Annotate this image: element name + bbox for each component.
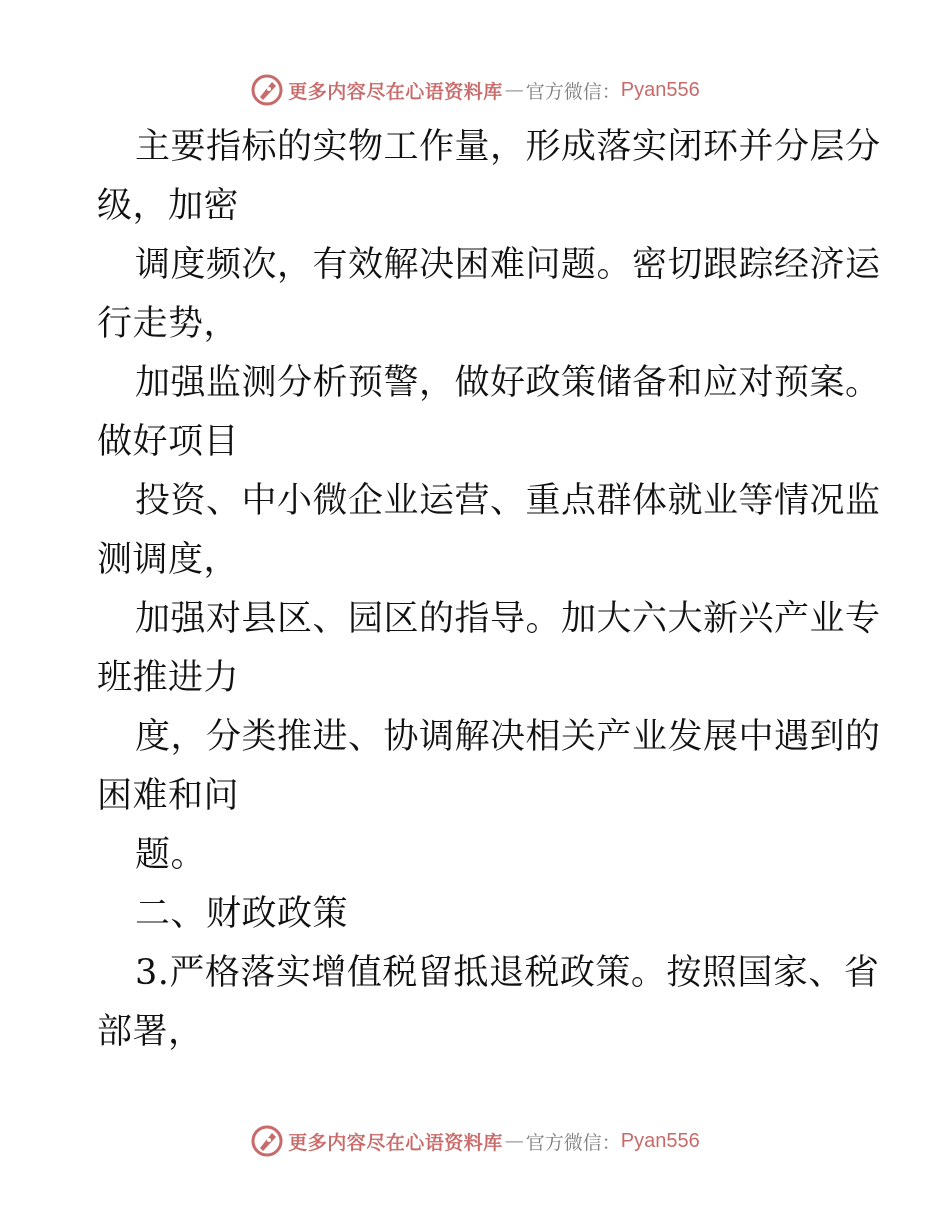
text-line: 加强监测分析预警，做好政策储备和应对预案。: [135, 363, 881, 403]
watermark-wechat-id: Pyan556: [620, 78, 700, 101]
watermark-site-text: 更多内容尽在心语资料库: [288, 80, 503, 103]
text-line: 度，分类推进、协调解决相关产业发展中遇到的: [135, 717, 881, 757]
pen-nib-logo-icon: [250, 73, 284, 107]
text-line: 做好项目: [97, 422, 240, 462]
watermark-dash: —: [504, 79, 524, 101]
text-line: 部署，: [97, 1012, 204, 1052]
header-watermark: [0, 72, 950, 108]
watermark-wechat-label: 官方微信：: [525, 1131, 621, 1154]
watermark-wechat-label: 官方微信：: [525, 80, 621, 103]
text-line: 投资、中小微企业运营、重点群体就业等情况监: [135, 481, 881, 521]
text-line: 班推进力: [97, 658, 240, 698]
watermark-dash: —: [504, 1130, 524, 1152]
text-line: 困难和问: [97, 776, 240, 816]
text-line: 3.严格落实增值税留抵退税政策。按照国家、省: [135, 953, 880, 993]
text-line: 加强对县区、园区的指导。加大六大新兴产业专: [135, 599, 881, 639]
footer-watermark: [0, 1123, 950, 1159]
text-line: 级，加密: [97, 186, 240, 226]
text-line: 调度频次，有效解决困难问题。密切跟踪经济运: [135, 245, 881, 285]
watermark-wechat-id: Pyan556: [620, 1129, 700, 1152]
section-heading: 二、财政政策: [135, 894, 349, 934]
text-line: 题。: [135, 835, 207, 875]
text-line: 测调度，: [97, 540, 240, 580]
text-line: 行走势，: [97, 304, 240, 344]
watermark-site-text: 更多内容尽在心语资料库: [288, 1131, 503, 1154]
pen-nib-logo-icon: [250, 1124, 284, 1158]
text-line: 主要指标的实物工作量，形成落实闭环并分层分: [135, 127, 881, 167]
document-body: [97, 118, 881, 1062]
